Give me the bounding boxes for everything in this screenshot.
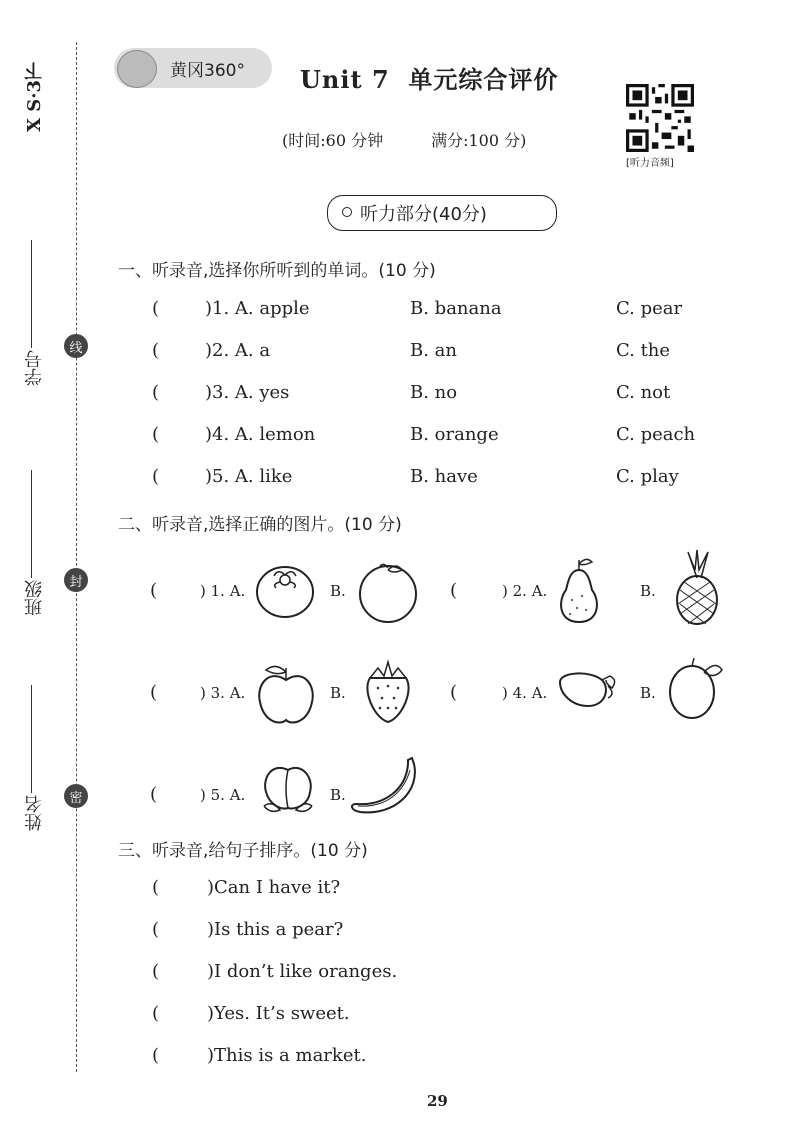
answer-blank[interactable]: ( [152, 424, 160, 445]
answer-blank[interactable]: ( [152, 877, 160, 898]
answer-blank[interactable]: ( [450, 682, 458, 703]
time-limit: (时间:60 分钟 [282, 131, 384, 150]
name-blank [31, 685, 33, 793]
student-number-blank [31, 240, 33, 348]
part3-sentence: )This is a market. [207, 1045, 367, 1066]
brand-logo-icon [117, 50, 157, 88]
part1-option-b: B. an [410, 340, 457, 361]
peach-icon[interactable] [258, 760, 320, 818]
answer-blank[interactable]: ( [152, 466, 160, 487]
part2-option-b: B. [330, 684, 346, 702]
listening-section-title [327, 195, 557, 231]
answer-blank[interactable]: ( [150, 682, 158, 703]
qr-caption: [听力音频] [626, 158, 674, 169]
part2-option-b: B. [640, 582, 656, 600]
part1-option-c: C. pear [616, 298, 683, 319]
part1-option-b: B. banana [410, 298, 502, 319]
part3-sentence: )Can I have it? [207, 877, 341, 898]
part2-item-label: ) 1. A. [200, 582, 246, 600]
answer-blank[interactable]: ( [152, 340, 160, 361]
banana-icon[interactable] [346, 754, 420, 820]
answer-blank[interactable]: ( [152, 1003, 160, 1024]
part2-item-label: ) 5. A. [200, 786, 246, 804]
page-number: 29 [427, 1092, 448, 1110]
answer-blank[interactable]: ( [152, 961, 160, 982]
margin-dashed-line [76, 42, 77, 1072]
seal-mark-seal: 封 [64, 568, 88, 592]
lemon-icon[interactable] [664, 652, 726, 720]
part1-option-b: B. no [410, 382, 458, 403]
part2-option-b: B. [330, 786, 346, 804]
part1-option-b: B. have [410, 466, 478, 487]
answer-blank[interactable]: ( [150, 784, 158, 805]
part3-sentence: )I don’t like oranges. [207, 961, 398, 982]
circle-bullet-icon [342, 207, 352, 217]
answer-blank[interactable]: ( [450, 580, 458, 601]
series-code: X S·3下 [24, 62, 45, 133]
part3-sentence: )Yes. It’s sweet. [207, 1003, 350, 1024]
part2-item-label: ) 4. A. [502, 684, 548, 702]
part3-heading: 三、听录音,给句子排序。(10 分) [118, 841, 368, 861]
name-label: 姓名 [24, 795, 45, 831]
full-score: 满分:100 分) [431, 131, 527, 150]
part1-option-b: B. orange [410, 424, 499, 445]
pear-icon[interactable] [552, 556, 606, 626]
answer-blank[interactable]: ( [152, 919, 160, 940]
part1-heading: 一、听录音,选择你所听到的单词。(10 分) [118, 261, 436, 281]
persimmon-icon[interactable] [254, 560, 316, 620]
page-title: Unit 7 单元综合评价 [300, 65, 559, 94]
strawberry-icon[interactable] [360, 658, 416, 724]
listening-section-label: 听力部分(40分) [360, 204, 487, 225]
part1-option-c: C. not [616, 382, 671, 403]
part1-option-a: )4. A. lemon [205, 424, 316, 445]
part2-item-label: ) 3. A. [200, 684, 246, 702]
mango-icon[interactable] [556, 668, 620, 712]
part1-option-a: )5. A. like [205, 466, 293, 487]
answer-blank[interactable]: ( [152, 298, 160, 319]
part2-heading: 二、听录音,选择正确的图片。(10 分) [118, 515, 402, 535]
brand-badge-text: 黄冈360° [170, 61, 245, 81]
part1-option-a: )1. A. apple [205, 298, 310, 319]
class-label: 班级 [24, 580, 45, 616]
seal-mark-secret: 密 [64, 784, 88, 808]
part2-option-b: B. [330, 582, 346, 600]
part1-option-a: )3. A. yes [205, 382, 290, 403]
apple-icon[interactable] [254, 660, 318, 728]
seal-mark-line: 线 [64, 334, 88, 358]
part2-option-b: B. [640, 684, 656, 702]
part1-option-c: C. the [616, 340, 671, 361]
student-number-label: 学号 [24, 350, 45, 386]
part2-item-label: ) 2. A. [502, 582, 548, 600]
class-blank [31, 470, 33, 578]
qr-code-icon[interactable] [626, 84, 694, 152]
answer-blank[interactable]: ( [152, 1045, 160, 1066]
orange-icon[interactable] [356, 560, 420, 624]
answer-blank[interactable]: ( [152, 382, 160, 403]
part1-option-a: )2. A. a [205, 340, 271, 361]
answer-blank[interactable]: ( [150, 580, 158, 601]
exam-info [282, 128, 574, 151]
pineapple-icon[interactable] [668, 548, 726, 626]
part1-option-c: C. peach [616, 424, 696, 445]
brand-badge [114, 48, 272, 88]
part1-option-c: C. play [616, 466, 679, 487]
part3-sentence: )Is this a pear? [207, 919, 344, 940]
